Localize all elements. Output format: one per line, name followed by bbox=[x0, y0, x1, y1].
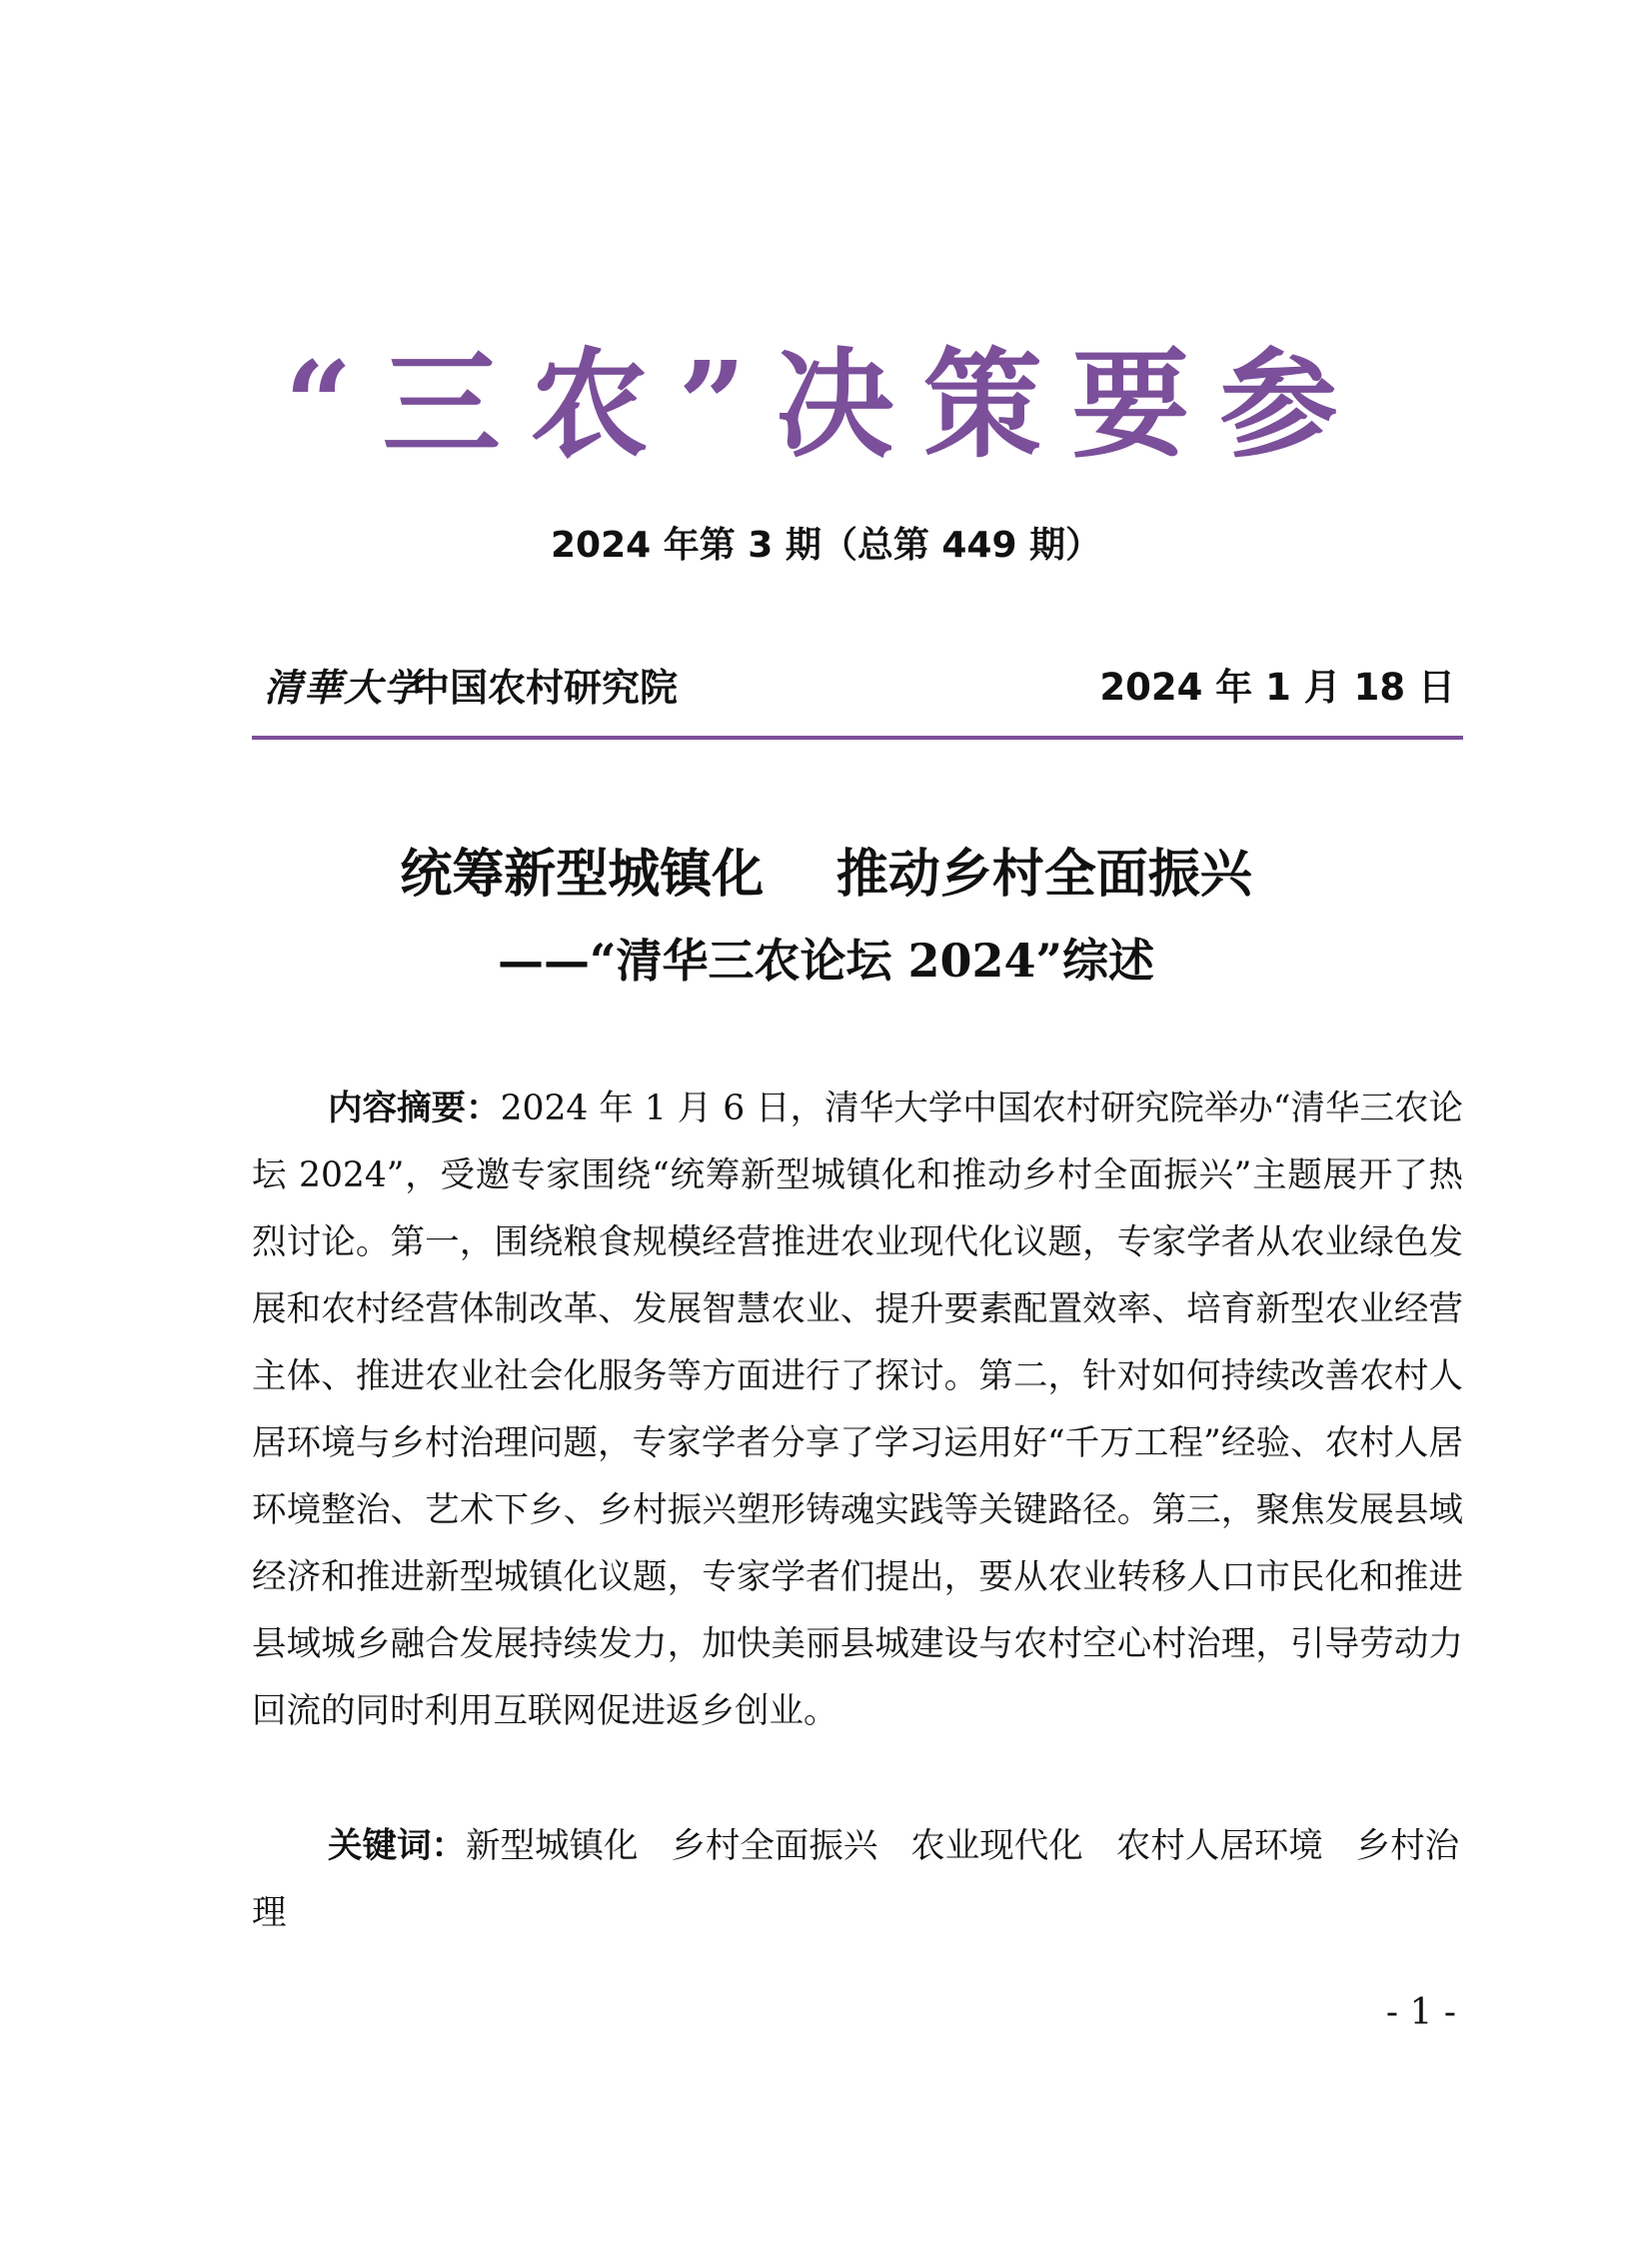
university-logo-text: 清華大学 bbox=[264, 665, 425, 710]
article-subtitle: ——“清华三农论坛 2024”综述 bbox=[498, 934, 1154, 988]
page-number: - 1 - bbox=[1385, 1992, 1456, 2033]
abstract-text: 2024 年 1 月 6 日，清华大学中国农村研究院举办“清华三农论坛 2024”，受邀专家围绕“统筹新型城镇化和推动乡村全面振兴”主题展开了热烈讨论。第一，围绕粮食规模经营推进农业现代化议题，专家学者从农业绿色发展和农村经营体制改革、发展智慧农业、提升要素配置效率、培育新型农业经营主体、推进农业社会化服务等方面进行了探讨。第二，针对如何持续改善农村人居环境与乡村治理问题，专家学者分享了学习运用好“千万工程”经验、农村人居环境整治、艺术下乡、乡村振兴塑形铸魂实践等关键路径。第三，聚焦发展县域经济和推进新型城镇化议题，专家学者们提出，要从农业转移人口市民化和推进县域城乡融合发展持续发力，加快美丽县城建设与农村空心村治理，引导劳动力回流的同时利用互联网促进返乡创业。 bbox=[252, 1089, 1464, 1731]
header-divider bbox=[252, 736, 1463, 740]
institute-name: 中国农村研究院 bbox=[412, 665, 679, 710]
masthead-title: “三农”决策要参 bbox=[284, 335, 1368, 474]
publisher-row bbox=[252, 660, 1463, 716]
keywords-text: 新型城镇化 乡村全面振兴 农业现代化 农村人居环境 乡村治理 bbox=[252, 1826, 1460, 1933]
article-title: 统筹新型城镇化 推动乡村全面振兴 bbox=[400, 844, 1252, 905]
keywords-label: 关键词： bbox=[328, 1826, 466, 1866]
abstract-paragraph bbox=[252, 1076, 1463, 1745]
keywords-paragraph bbox=[252, 1813, 1463, 1947]
issue-number: 2024 年第 3 期（总第 449 期） bbox=[550, 525, 1102, 566]
publication-date: 2024 年 1 月 18 日 bbox=[1099, 666, 1455, 709]
abstract-label: 内容摘要： bbox=[328, 1089, 501, 1128]
